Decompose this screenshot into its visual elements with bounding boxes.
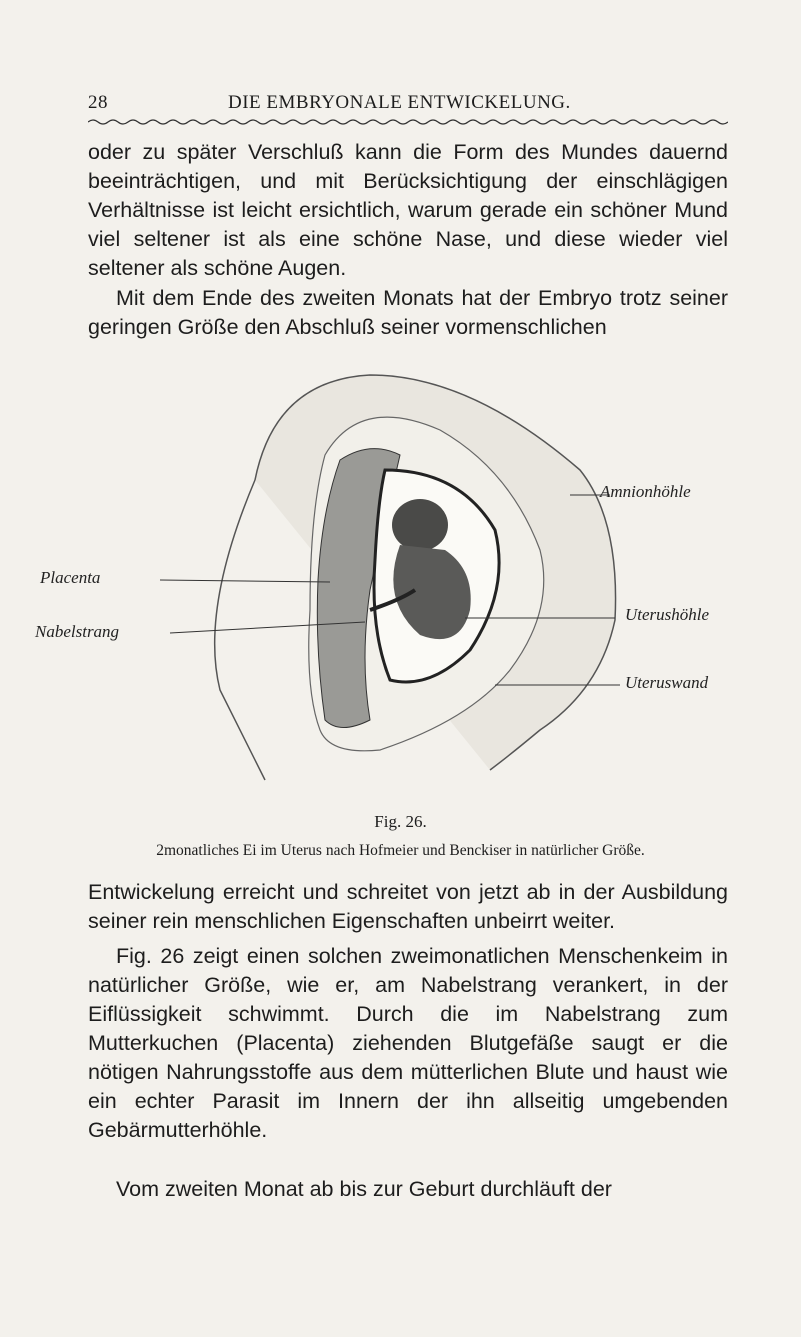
header-ornament-rule — [88, 117, 728, 127]
label-nabelstrang: Nabelstrang — [35, 622, 120, 641]
label-placenta: Placenta — [40, 568, 101, 587]
page-number: 28 — [88, 92, 108, 113]
uterus-embryo-illustration — [40, 360, 760, 800]
label-uteruswand: Uteruswand — [625, 673, 709, 692]
running-title: DIE EMBRYONALE ENTWICKELUNG. — [228, 92, 571, 113]
figure-26 — [35, 360, 760, 800]
label-uterushoehle: Uterushöhle — [625, 605, 710, 624]
paragraph-2: Mit dem Ende des zweiten Monats hat der Embryo trotz seiner geringen Größe den Abschluß seiner vormenschlichen — [88, 286, 728, 339]
running-header — [88, 92, 728, 116]
paragraph-5: Vom zweiten Monat ab bis zur Geburt durchläuft der — [116, 1177, 612, 1201]
paragraph-3: Entwickelung erreicht und schreitet von jetzt ab in der Ausbildung seiner rein menschlichen Eigenschaften unbeirrt weiter. — [88, 880, 728, 933]
figure-caption: 2monatliches Ei im Uterus nach Hofmeier und Benckiser in natürlicher Größe. — [156, 842, 645, 859]
figure-number: Fig. 26. — [374, 812, 427, 831]
label-amnionhoehle: Amnionhöhle — [600, 482, 691, 501]
paragraph-1: oder zu später Verschluß kann die Form des Mundes dauernd beeinträchtigen, und mit Berücksichtigung der einschlägigen Verhältnisse ist leicht ersichtlich, warum gerade ein schöner Mund viel seltener ist als eine schöne Nase, und diese wieder viel seltener als schöne Augen. — [88, 140, 728, 280]
paragraph-4: Fig. 26 zeigt einen solchen zweimonatlichen Menschenkeim in natürlicher Größe, wie er, am Nabelstrang verankert, in der Eiflüssigkeit schwimmt. Durch die im Nabelstrang zum Mutterkuchen (Placenta) ziehenden Blutgefäße saugt er die nötigen Nahrungsstoffe aus dem mütterlichen Blute und haust wie ein echter Parasit im Innern der ihn allseitig umgebenden Gebärmutterhöhle. — [88, 944, 728, 1142]
